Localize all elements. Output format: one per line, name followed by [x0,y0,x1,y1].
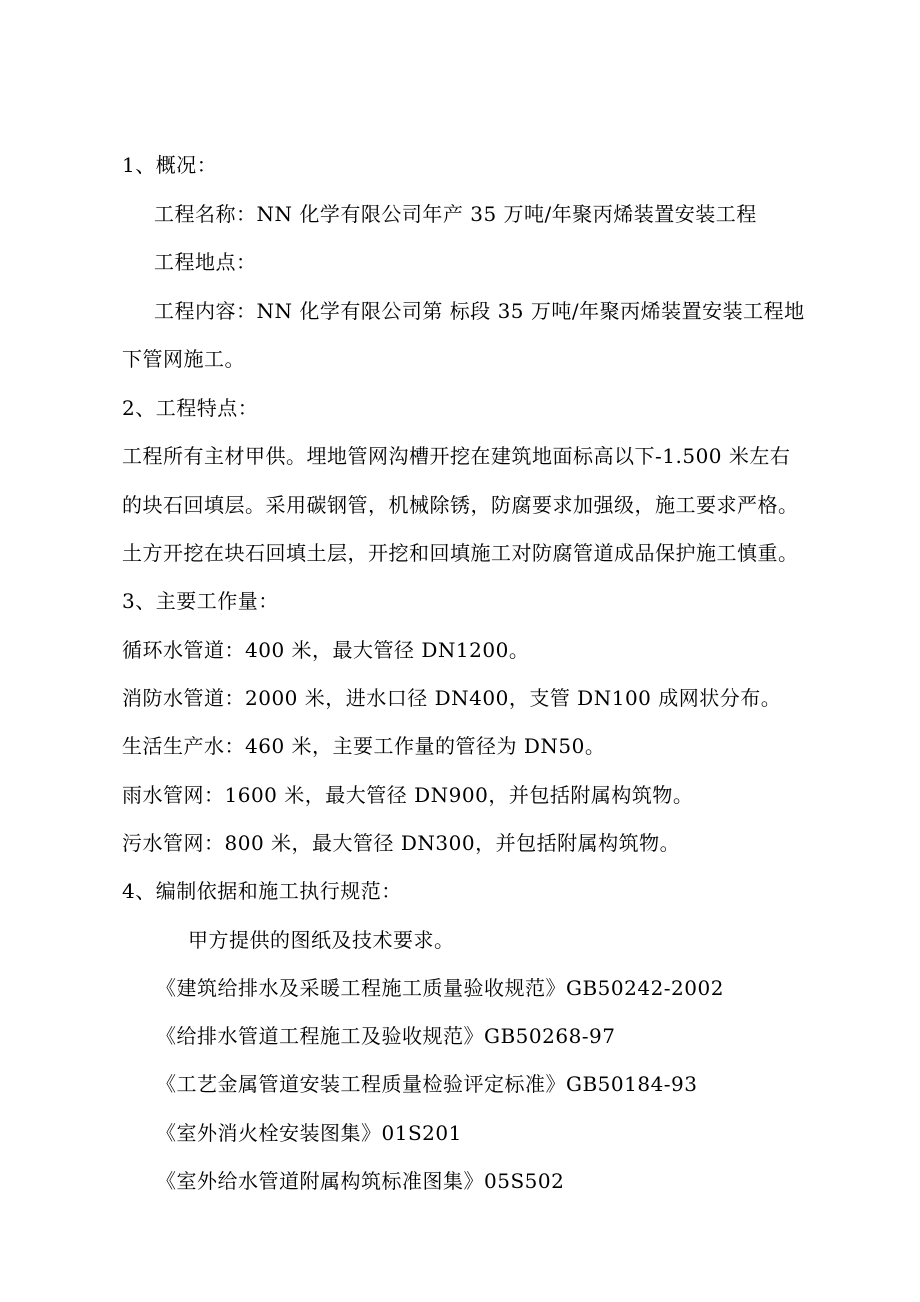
features-line2: 的块石回填层。采用碳钢管，机械除锈，防腐要求加强级，施工要求严格。 [122,493,799,517]
workload-item: 生活生产水：460 米，主要工作量的管径为 DN50。 [122,734,606,758]
basis-intro: 甲方提供的图纸及技术要求。 [188,928,455,952]
workload-item: 消防水管道：2000 米，进水口径 DN400，支管 DN100 成网状分布。 [122,686,782,710]
section-2-heading: 2、工程特点： [122,396,259,420]
section-1-heading: 1、概况： [122,153,218,177]
features-line1: 工程所有主材甲供。埋地管网沟槽开挖在建筑地面标高以下-1.500 米左右 [122,444,791,468]
standard-item: 《室外消火栓安装图集》01S201 [156,1121,462,1145]
standard-item: 《给排水管道工程施工及验收规范》GB50268-97 [156,1024,616,1048]
project-content-line2: 下管网施工。 [122,347,245,371]
standard-item: 《室外给水管道附属构筑标准图集》05S502 [156,1169,565,1193]
project-content-line1: 工程内容：NN 化学有限公司第 标段 35 万吨/年聚丙烯装置安装工程地 [154,299,805,323]
section-3-heading: 3、主要工作量： [122,589,279,613]
workload-item: 雨水管网：1600 米，最大管径 DN900，并包括附属构筑物。 [122,783,694,807]
workload-item: 循环水管道：400 米，最大管径 DN1200。 [122,638,530,662]
project-name: 工程名称：NN 化学有限公司年产 35 万吨/年聚丙烯装置安装工程 [154,202,757,226]
features-line3: 土方开挖在块石回填土层，开挖和回填施工对防腐管道成品保护施工慎重。 [122,541,799,565]
standard-item: 《工艺金属管道安装工程质量检验评定标准》GB50184-93 [156,1072,698,1096]
project-location: 工程地点： [154,250,257,274]
section-4-heading: 4、编制依据和施工执行规范： [122,879,402,903]
workload-item: 污水管网：800 米，最大管径 DN300，并包括附属构筑物。 [122,831,681,855]
standard-item: 《建筑给排水及采暖工程施工质量验收规范》GB50242-2002 [156,976,724,1000]
